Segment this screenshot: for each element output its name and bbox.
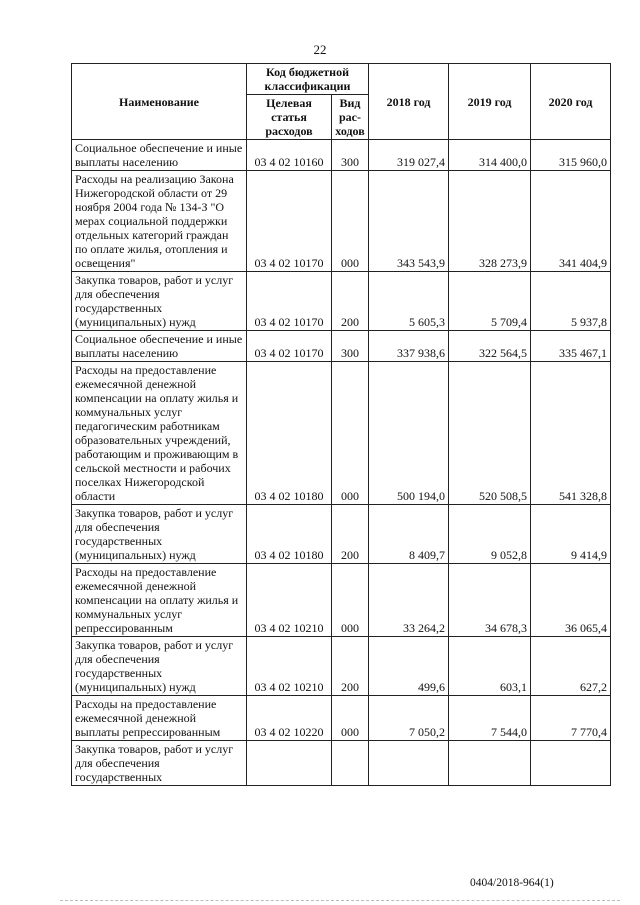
- row-value-2020: 335 467,1: [531, 331, 611, 362]
- row-value-2018: 319 027,4: [369, 140, 449, 171]
- row-expense-type: 000: [332, 362, 369, 505]
- row-value-2019: 7 544,0: [449, 696, 531, 741]
- row-value-2018: 33 264,2: [369, 564, 449, 637]
- row-value-2020: 341 404,9: [531, 171, 611, 272]
- row-expense-type: 300: [332, 140, 369, 171]
- row-value-2020: 7 770,4: [531, 696, 611, 741]
- row-name: Расходы на предоставление ежемесячной денежной компенсации на оплату жилья и коммунальных услуг репрессированным: [72, 564, 247, 637]
- row-name: Закупка товаров, работ и услуг для обеспечения государственных (муниципальных) нужд: [72, 505, 247, 564]
- row-target-article: 03 4 02 10170: [247, 171, 332, 272]
- row-target-article: 03 4 02 10180: [247, 362, 332, 505]
- row-value-2019: 5 709,4: [449, 272, 531, 331]
- row-name: Закупка товаров, работ и услуг для обеспечения государственных (муниципальных) нужд: [72, 637, 247, 696]
- row-value-2018: 8 409,7: [369, 505, 449, 564]
- document-reference: 0404/2018-964(1): [470, 877, 554, 889]
- col-header-budget-code: Код бюджетной классификации: [247, 64, 369, 95]
- row-value-2020: 541 328,8: [531, 362, 611, 505]
- row-expense-type: [332, 741, 369, 786]
- budget-table: [71, 63, 611, 786]
- row-target-article: 03 4 02 10210: [247, 564, 332, 637]
- row-expense-type: 200: [332, 505, 369, 564]
- table-row: [72, 637, 611, 696]
- row-name: Закупка товаров, работ и услуг для обеспечения государственных (муниципальных) нужд: [72, 272, 247, 331]
- row-name: Закупка товаров, работ и услуг для обеспечения государственных: [72, 741, 247, 786]
- row-expense-type: 300: [332, 331, 369, 362]
- col-header-target-article: Целевая статья расходов: [247, 95, 332, 140]
- row-expense-type: 200: [332, 272, 369, 331]
- row-value-2020: 5 937,8: [531, 272, 611, 331]
- row-value-2019: 9 052,8: [449, 505, 531, 564]
- row-value-2018: 500 194,0: [369, 362, 449, 505]
- row-value-2019: 322 564,5: [449, 331, 531, 362]
- row-value-2019: 328 273,9: [449, 171, 531, 272]
- row-value-2020: [531, 741, 611, 786]
- row-expense-type: 000: [332, 564, 369, 637]
- col-header-name: Наименование: [72, 64, 247, 140]
- scan-edge-line: [60, 900, 620, 901]
- row-value-2019: 34 678,3: [449, 564, 531, 637]
- row-target-article: 03 4 02 10210: [247, 637, 332, 696]
- row-value-2018: 343 543,9: [369, 171, 449, 272]
- row-value-2018: [369, 741, 449, 786]
- table-row: [72, 696, 611, 741]
- table-row: [72, 564, 611, 637]
- col-header-expense-type: Вид рас-ходов: [332, 95, 369, 140]
- row-expense-type: 000: [332, 696, 369, 741]
- row-value-2019: [449, 741, 531, 786]
- row-value-2019: 520 508,5: [449, 362, 531, 505]
- row-value-2020: 627,2: [531, 637, 611, 696]
- table-row: [72, 331, 611, 362]
- col-header-2018: 2018 год: [369, 64, 449, 140]
- table-header-row: [72, 64, 611, 95]
- table-row: [72, 171, 611, 272]
- table-row: [72, 505, 611, 564]
- row-name: Социальное обеспечение и иные выплаты населению: [72, 331, 247, 362]
- row-target-article: 03 4 02 10170: [247, 272, 332, 331]
- row-value-2019: 603,1: [449, 637, 531, 696]
- row-target-article: 03 4 02 10160: [247, 140, 332, 171]
- row-expense-type: 200: [332, 637, 369, 696]
- row-value-2018: 7 050,2: [369, 696, 449, 741]
- row-value-2020: 315 960,0: [531, 140, 611, 171]
- row-value-2020: 9 414,9: [531, 505, 611, 564]
- row-value-2020: 36 065,4: [531, 564, 611, 637]
- row-value-2018: 337 938,6: [369, 331, 449, 362]
- table-row: [72, 741, 611, 786]
- row-name: Расходы на предоставление ежемесячной денежной компенсации на оплату жилья и коммунальных услуг педагогическим работникам образовательных учреждений, работающим и проживающим в сельской местности и рабочих поселках Нижегородской области: [72, 362, 247, 505]
- row-target-article: 03 4 02 10170: [247, 331, 332, 362]
- table-row: [72, 362, 611, 505]
- row-value-2018: 499,6: [369, 637, 449, 696]
- row-name: Социальное обеспечение и иные выплаты населению: [72, 140, 247, 171]
- row-value-2018: 5 605,3: [369, 272, 449, 331]
- table-row: [72, 272, 611, 331]
- row-target-article: 03 4 02 10220: [247, 696, 332, 741]
- page-number: 22: [313, 42, 327, 57]
- row-name: Расходы на реализацию Закона Нижегородской области от 29 ноября 2004 года № 134-З "О мерах социальной поддержки отдельных категорий граждан по оплате жилья, отопления и освещения": [72, 171, 247, 272]
- row-target-article: [247, 741, 332, 786]
- row-name: Расходы на предоставление ежемесячной денежной выплаты репрессированным: [72, 696, 247, 741]
- col-header-2020: 2020 год: [531, 64, 611, 140]
- row-target-article: 03 4 02 10180: [247, 505, 332, 564]
- row-value-2019: 314 400,0: [449, 140, 531, 171]
- table-row: [72, 140, 611, 171]
- row-expense-type: 000: [332, 171, 369, 272]
- col-header-2019: 2019 год: [449, 64, 531, 140]
